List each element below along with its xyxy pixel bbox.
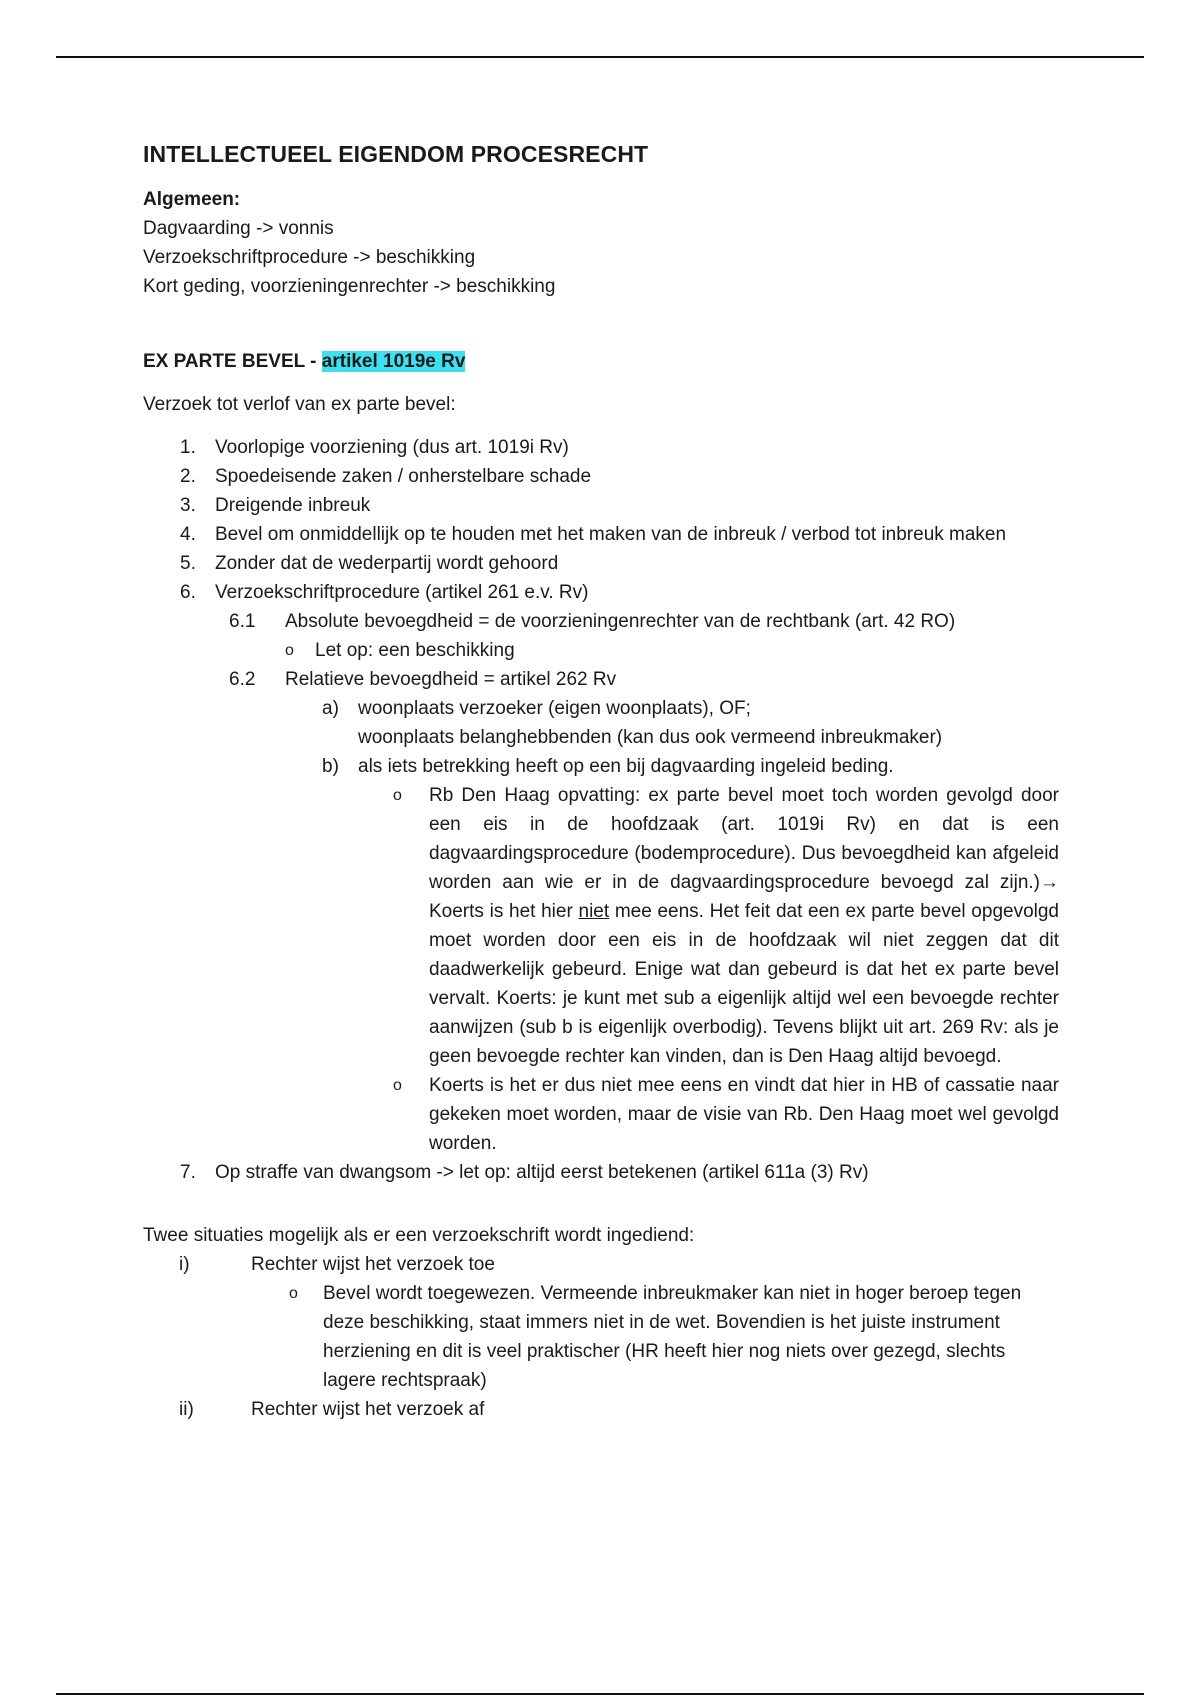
list-text: Verzoekschriftprocedure (artikel 261 e.v. Rv) (215, 582, 589, 603)
situations-intro: Twee situaties mogelijk als er een verzoekschrift wordt ingediend: (143, 1225, 695, 1246)
sub-sub-letter: b) (322, 756, 339, 777)
general-line: Verzoekschriftprocedure -> beschikking (143, 247, 476, 268)
list-item (143, 433, 1063, 462)
list-item (143, 549, 1063, 578)
list-text: Zonder dat de wederpartij wordt gehoord (215, 553, 559, 574)
list-item (143, 1158, 1063, 1187)
sub-item (143, 665, 1063, 694)
sub-sub-item (143, 694, 1063, 723)
list-number: 6. (180, 582, 196, 603)
bullet-text (429, 781, 1059, 1071)
sub-number: 6.2 (229, 669, 256, 690)
deep-bullet (143, 1071, 1063, 1158)
section-title-highlight: artikel 1019e Rv (321, 351, 466, 372)
situation-number: ii) (179, 1399, 194, 1420)
list-number: 1. (180, 437, 196, 458)
list-number: 5. (180, 553, 196, 574)
list-text: Op straffe van dwangsom -> let op: altijd eerst betekenen (artikel 611a (3) Rv) (215, 1162, 869, 1183)
top-rule (56, 56, 1144, 58)
list-text: Voorlopige voorziening (dus art. 1019i Rv) (215, 437, 569, 458)
situation-number: i) (179, 1254, 190, 1275)
list-text: Spoedeisende zaken / onherstelbare schade (215, 466, 592, 487)
list-number: 4. (180, 524, 196, 545)
sub-text: Relatieve bevoegdheid = artikel 262 Rv (285, 669, 617, 690)
bullet-text-part: Rb Den Haag opvatting: ex parte bevel moet toch worden gevolgd door een eis in de hoofdzaak (art. 1019i Rv) en dat is een dagvaardingsprocedure (bodemprocedure). Dus bevoegdheid kan afgeleid worden aan wie er in de dagvaardingsprocedure bevoegd zal zijn.)→ Koerts is het hier (429, 785, 1059, 922)
sub-sub-text: als iets betrekking heeft op een bij dagvaarding ingeleid beding. (358, 756, 894, 777)
situation-item (143, 1250, 1063, 1279)
bullet-icon: o (285, 642, 294, 659)
sub-item (143, 607, 1063, 636)
list-item (143, 520, 1063, 549)
general-line: Kort geding, voorzieningenrechter -> beschikking (143, 276, 556, 297)
sub-text: Absolute bevoegdheid = de voorzieningenrechter van de rechtbank (art. 42 RO) (285, 611, 956, 632)
list-item (143, 462, 1063, 491)
section-title (143, 347, 1063, 376)
bullet-underlined: niet (578, 901, 610, 922)
list-number: 3. (180, 495, 196, 516)
section-title-prefix: EX PARTE BEVEL - (143, 351, 322, 372)
document-body (143, 140, 1063, 1424)
bullet-icon: o (393, 787, 402, 804)
sub-sub-item (143, 752, 1063, 781)
document-title: INTELLECTUEEL EIGENDOM PROCESRECHT (143, 141, 649, 167)
situation-bullet (143, 1279, 1063, 1395)
bullet-icon: o (289, 1285, 298, 1302)
deep-bullet (143, 781, 1063, 1071)
bullet-text: Bevel wordt toegewezen. Vermeende inbreukmaker kan niet in hoger beroep tegen deze beschikking, staat immers niet in de wet. Bovendien is het juiste instrument herziening en dit is veel praktischer (HR heeft hier nog niets over gezegd, slechts lagere rechtspraak) (323, 1283, 1022, 1391)
situation-text: Rechter wijst het verzoek af (251, 1399, 485, 1420)
sub-sub-continuation: woonplaats belanghebbenden (kan dus ook vermeend inbreukmaker) (358, 727, 943, 748)
situation-item (143, 1395, 1063, 1424)
list-text: Bevel om onmiddellijk op te houden met het maken van de inbreuk / verbod tot inbreuk maken (215, 524, 1007, 545)
intro-text: Verzoek tot verlof van ex parte bevel: (143, 394, 456, 415)
list-item (143, 491, 1063, 520)
sub-number: 6.1 (229, 611, 256, 632)
sub-sub-text: woonplaats verzoeker (eigen woonplaats), OF; (358, 698, 751, 719)
bullet-text-part: mee eens. Het feit dat een ex parte bevel opgevolgd moet worden door een eis in de hoofdzaak wil niet zeggen dat dit daadwerkelijk gebeurd. Enige wat dan gebeurd is dat het ex parte bevel vervalt. Koerts: je kunt met sub a eigenlijk altijd wel een bevoegde rechter aanwijzen (sub b is eigenlijk overbodig). Tevens blijkt uit art. 269 Rv: als je geen bevoegde rechter kan vinden, dan is Den Haag altijd bevoegd. (429, 901, 1059, 1067)
list-text: Dreigende inbreuk (215, 495, 371, 516)
list-number: 2. (180, 466, 196, 487)
bullet-text: Let op: een beschikking (315, 640, 515, 661)
sub-bullet (143, 636, 1063, 665)
bullet-text: Koerts is het er dus niet mee eens en vindt dat hier in HB of cassatie naar gekeken moet worden, maar de visie van Rb. Den Haag moet wel gevolgd worden. (429, 1075, 1059, 1154)
situation-text: Rechter wijst het verzoek toe (251, 1254, 495, 1275)
list-number: 7. (180, 1162, 196, 1183)
general-heading: Algemeen: (143, 189, 241, 210)
bottom-rule (56, 1693, 1144, 1695)
list-item (143, 578, 1063, 607)
general-line: Dagvaarding -> vonnis (143, 218, 334, 239)
bullet-icon: o (393, 1077, 402, 1094)
sub-sub-letter: a) (322, 698, 339, 719)
